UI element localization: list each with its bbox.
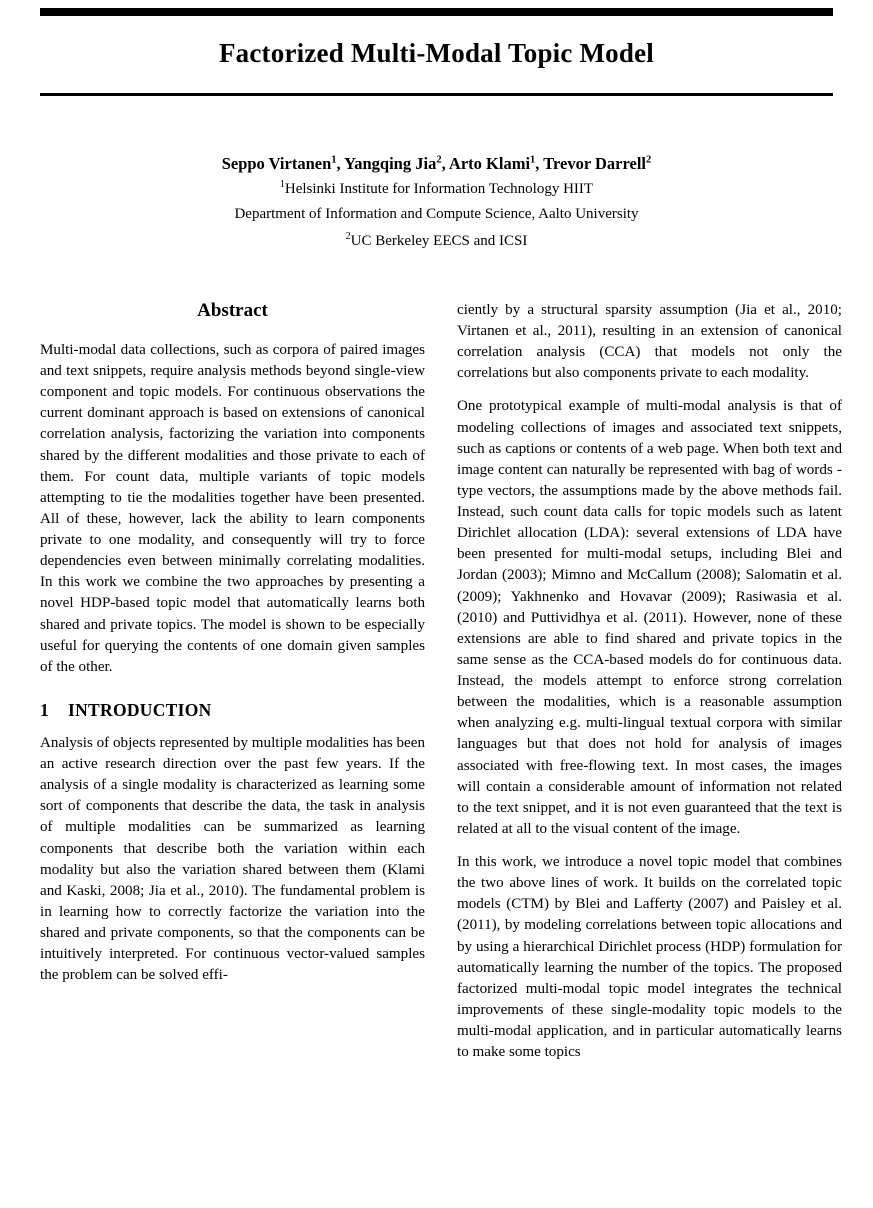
- right-paragraph-2: One prototypical example of multi-modal analysis is that of modeling collections of images and associated text snippets, such as captions or contents of a web page. When both text and image content can naturally be represented with bag of words -type vectors, the assumptions made by the above methods fail. Instead, such count data calls for topic models such as latent Dirichlet allocation (LDA): several extensions of LDA have been presented for multi-modal setups, including Blei and Jordan (2003); Mimno and McCallum (2008); Salomatin et al. (2009); Yakhnenko and Hovavar (2009); Rasiwasia et al. (2010) and Puttividhya et al. (2011). However, none of these extensions are able to find shared and private topics in the same sense as the CCA-based models do for continuous data. Instead, the models attempt to enforce strong correlation between the modalities, which is a reasonable assumption when analyzing e.g. multi-lingual textual corpora with similar languages but that does not hold for analysis of images associated with free-flowing text. In most cases, the images will contain a considerable amount of information not related to the text snippet, and it is not even guaranteed that the text is related at all to the visual content of the image.: [457, 398, 842, 837]
- right-column: [457, 300, 842, 1075]
- page-title: Factorized Multi-Modal Topic Model: [218, 38, 654, 68]
- author-3: Arto Klami: [448, 154, 531, 173]
- right-paragraph-3: In this work, we introduce a novel topic model that combines the two above lines of work. It builds on the correlated topic models (CTM) by Blei and Lafferty (2007) and Paisley et al. (2011), by modeling correlations between topic allocations and by using a hierarchical Dirichlet process (HDP) formulation for automatically learning the number of the topics. The proposed factorized multi-modal topic model integrates the technical improvements of these single-modality topic models to the multi-modal application, and in particular automatically learns to make some topics: [457, 854, 842, 1061]
- affiliation-1-marker: 1: [279, 179, 285, 190]
- author-4-affil-marker: 2: [646, 154, 652, 166]
- two-column-body: [40, 299, 842, 1075]
- author-4: Trevor Darrell: [543, 154, 647, 173]
- author-3-affil-marker: 1: [530, 154, 536, 166]
- author-1: Seppo Virtanen: [221, 154, 332, 173]
- author-list: Seppo Virtanen$^1$, Yangqing Jia$^2$, Arto Klami$^1$, Trevor Darrell$^2$: [221, 154, 652, 173]
- section-title: INTRODUCTION: [68, 699, 212, 720]
- intro-paragraph-1: Analysis of objects represented by multiple modalities has been an active research direction over the past few years. If the analysis of a single modality is characterized as learning some sort of components that describe the data, the task in analysis of multiple modalities can be summarized as learning components that describe both the variation within each modality but also the variation shared between them (Klami and Kaski, 2008; Jia et al., 2010). The fundamental problem is in learning how to correctly factorize the variation into the shared and private components, so that the components can be intuitively interpreted. For continuous vector-valued samples the problem can be solved effi-: [40, 734, 425, 984]
- section-number: 1: [40, 699, 50, 720]
- paper-page: [0, 8, 873, 1208]
- affiliation-3-marker: 2: [345, 230, 351, 242]
- affiliation-2-text: Department of Information and Compute Science, Aalto University: [234, 206, 639, 223]
- top-rule: [40, 8, 833, 16]
- affiliation-1: [40, 178, 833, 200]
- right-paragraph-1: ciently by a structural sparsity assumption (Jia et al., 2010; Virtanen et al., 2011), resulting in an extension of canonical correlation analysis (CCA) that models not only the correlations but also components private to each modality.: [457, 301, 842, 382]
- affiliation-3: [40, 230, 833, 252]
- left-column: [40, 300, 425, 1075]
- title-rule: [40, 93, 833, 96]
- author-2-affil-marker: 2: [436, 154, 442, 166]
- abstract-text: Multi-modal data collections, such as corpora of paired images and text snippets, require analysis methods beyond single-view component and topic models. For continuous observations the current dominant approach is based on extensions of canonical correlation analysis, factorizing the variation into components shared by the different modalities and those private to each of them. For count data, multiple variants of topic models attempting to tie the modalities together have been presented. All of these, however, lack the ability to learn components private to one modality, and consequently will try to force dependencies even between minimally correlating modalities. In this work we combine the two approaches by presenting a novel HDP-based topic model that automatically learns both shared and private topics. The model is shown to be especially useful for querying the contents of one domain given samples of the other.: [40, 341, 425, 675]
- abstract-heading: Abstract: [197, 299, 268, 321]
- affiliation-2: [40, 204, 833, 225]
- affiliation-1-text: Helsinki Institute for Information Technology HIIT: [284, 181, 594, 197]
- author-1-affil-marker: 1: [331, 154, 337, 166]
- affiliation-3-text: UC Berkeley EECS and ICSI: [350, 232, 528, 249]
- author-2: Yangqing Jia: [344, 154, 437, 173]
- section-heading-introduction: [40, 700, 425, 721]
